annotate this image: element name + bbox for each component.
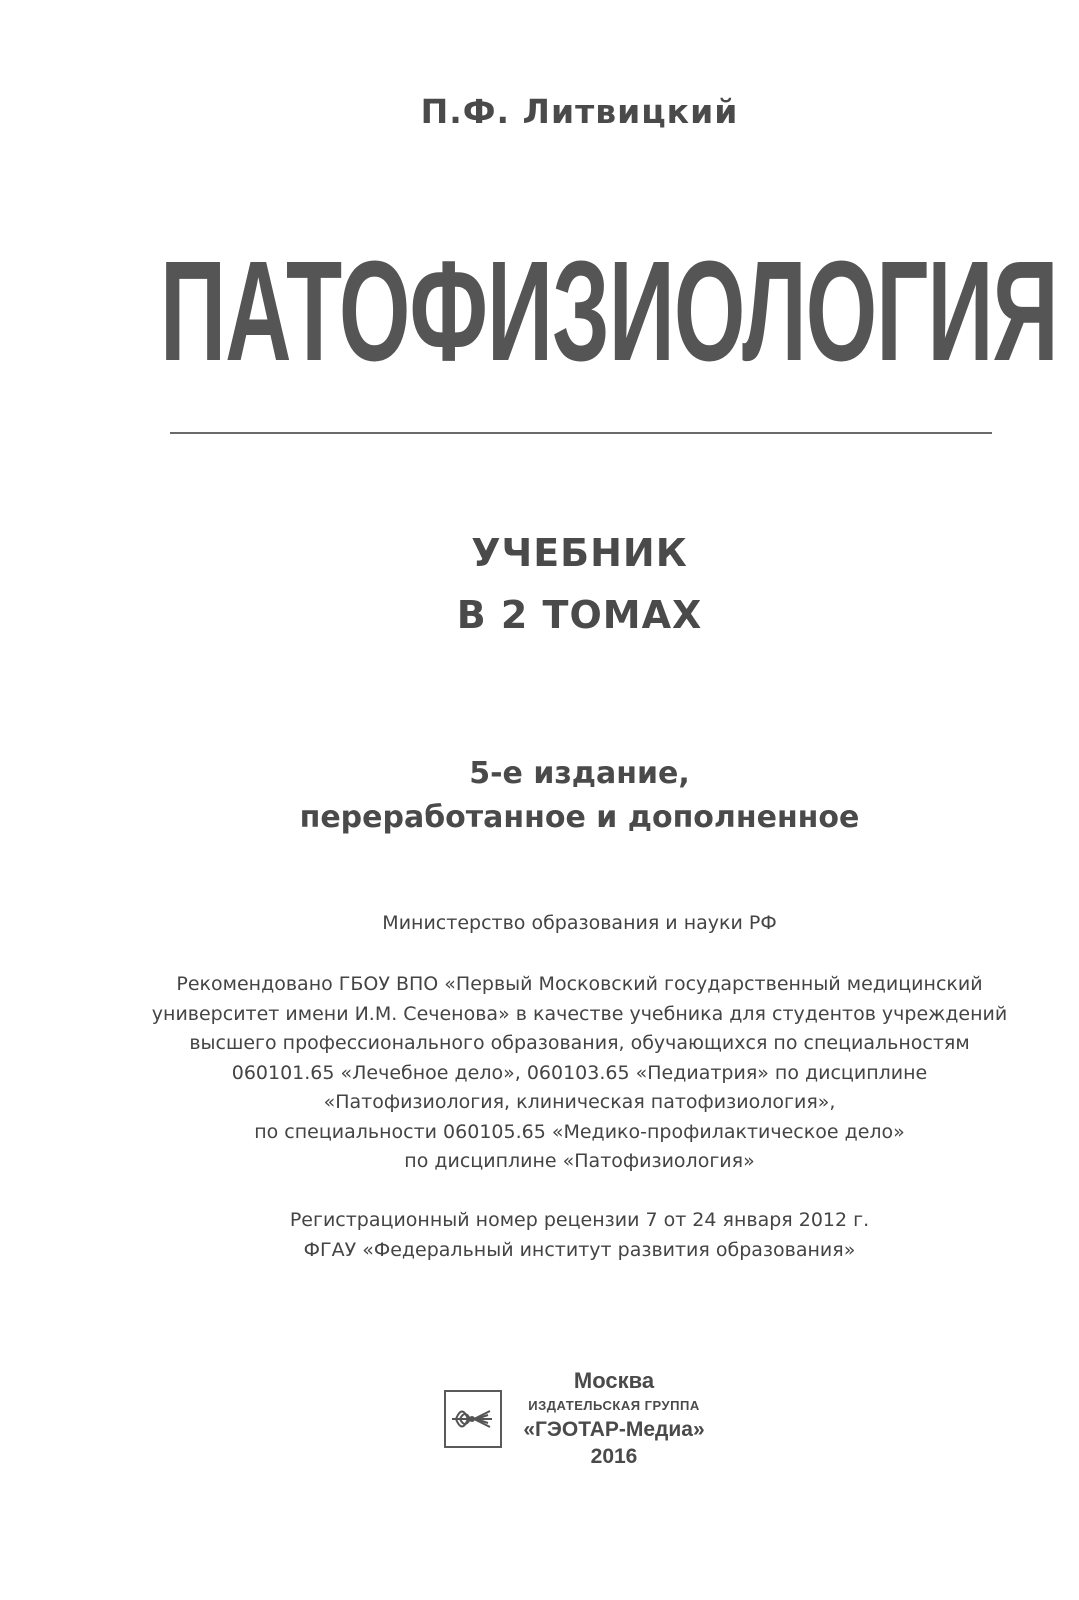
- subtitle-line: УЧЕБНИК: [471, 531, 688, 575]
- recommendation-line: 060101.65 «Лечебное дело», 060103.65 «Педиатрия» по дисциплине: [231, 1061, 928, 1084]
- book-subtitle: [0, 522, 1079, 646]
- geotar-logo-icon: [444, 1390, 502, 1448]
- recommendation-line: по дисциплине «Патофизиология»: [404, 1150, 755, 1172]
- publisher-block: [444, 1366, 744, 1476]
- recommendation-line: «Патофизиология, клиническая патофизиология»,: [323, 1091, 836, 1113]
- title-divider: [170, 432, 992, 434]
- publisher-group: ИЗДАТЕЛЬСКАЯ ГРУППА: [528, 1398, 700, 1413]
- registration-line: ФГАУ «Федеральный институт развития образования»: [303, 1238, 856, 1261]
- book-title-text: ПАТОФИЗИОЛОГИЯ: [160, 232, 1058, 392]
- registration-info: [0, 1206, 1079, 1265]
- ministry-label: Министерство образования и науки РФ: [382, 912, 777, 934]
- book-title: [160, 232, 1058, 392]
- publication-year: 2016: [590, 1445, 638, 1468]
- publisher-city: Москва: [573, 1368, 655, 1393]
- author-name: П.Ф. Литвицкий: [420, 92, 739, 131]
- subtitle-line: В 2 ТОМАХ: [456, 593, 703, 637]
- recommendation-line: высшего профессионального образования, обучающихся по специальностям: [189, 1032, 970, 1054]
- recommendation-line: по специальности 060105.65 «Медико-профилактическое дело»: [254, 1120, 905, 1143]
- edition-line: 5-е издание,: [469, 756, 690, 791]
- edition-line: переработанное и дополненное: [299, 800, 860, 835]
- recommendation-line: Рекомендовано ГБОУ ВПО «Первый Московский государственный медицинский: [176, 973, 983, 995]
- publisher-name: «ГЭОТАР-Медиа»: [523, 1418, 705, 1441]
- registration-line: Регистрационный номер рецензии 7 от 24 января 2012 г.: [289, 1209, 870, 1231]
- edition-info: [0, 752, 1079, 840]
- publisher-text: [504, 1366, 724, 1470]
- recommendation-line: университет имени И.М. Сеченова» в качестве учебника для студентов учреждений: [151, 1002, 1008, 1025]
- recommendation-text: [0, 970, 1079, 1177]
